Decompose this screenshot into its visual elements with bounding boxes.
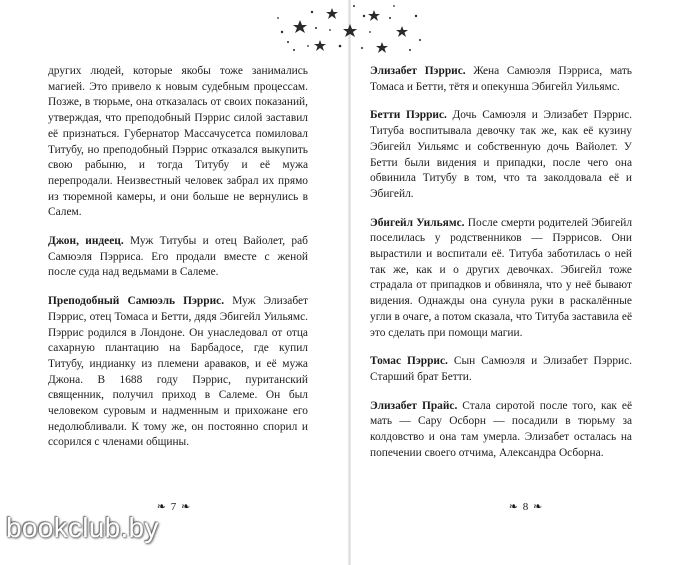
entry-term: Преподобный Самюэль Пэррис. <box>48 295 225 308</box>
entry-elizabeth-price <box>370 399 632 462</box>
page-number-left: ❧ 7 ❧ <box>156 501 192 513</box>
entry-term: Томас Пэррис. <box>370 355 448 368</box>
left-column <box>48 64 308 464</box>
entry-text: Дочь Самюэля и Элизабет Пэррис. Титуба воспитывала девочку так же, как её кузину Эбигейл Уильямс и собственную дочь Вайолет. У Бетти были видения и припадки, после чего она обвинила Титубу в том, что та заколдовала её и Эбигейл. <box>370 109 632 200</box>
entry-betty-parris <box>370 108 632 202</box>
entry-term: Джон, индеец. <box>48 235 124 248</box>
entry-thomas-parris <box>370 354 632 385</box>
entry-text: После смерти родителей Эбигейл поселилась у родственников — Пэррисов. Они вырастили и воспитали её. Титуба заботилась о ней так же, как и о других девочках. Эбигейл тоже страдала от припадков и обвиняла, что у неё бывают видения. Однажды она сунула руки в раскалённые угли в очаге, а потом сказала, что Титуба заставила её это сделать при помощи магии. <box>370 216 633 339</box>
entry-elizabeth-parris <box>370 64 632 95</box>
entry-term: Бетти Пэррис. <box>370 109 447 122</box>
page-number-right: ❧ 8 ❧ <box>508 501 544 513</box>
entry-samuel-parris <box>48 294 308 451</box>
continuation-paragraph: других людей, которые якобы тоже занимались магией. Это привело к новым судебным процессам. Позже, в тюрьме, она отказалась от своих показаний, утверждая, что преподобный Пэррис силой заставил её признаться. Губернатор Массачусетса помиловал Титубу, но преподобный Пэррис отказался выкупить свою рабыню, и тогда Титубу и её мужа перепродали. Неизвестный человек забрал их прямо из тюремной камеры, и они больше не вернулись в Салем. <box>48 65 308 219</box>
right-page <box>350 0 700 565</box>
entry-john <box>48 234 308 281</box>
entry-text: Жена Самюэля Пэрриса, мать Томаса и Бетти, тётя и опекунша Эбигейл Уильямс. <box>370 65 633 93</box>
entry-text: Муж Титубы и отец Вайолет, раб Самюэля Пэрриса. Его продали вместе с женой после суда над ведьмами в Салеме. <box>48 235 308 279</box>
entry-text: Сын Самюэля и Элизабет Пэррис. Старший брат Бетти. <box>370 355 633 383</box>
right-column <box>370 64 632 474</box>
watermark-logo: bookclub.by <box>6 512 159 543</box>
entry-term: Элизабет Прайс. <box>370 399 458 412</box>
entry-term: Элизабет Пэррис. <box>370 65 466 77</box>
entry-term: Эбигейл Уильямс. <box>370 216 465 229</box>
entry-text: Муж Элизабет Пэррис, отец Томаса и Бетти, дядя Эбигейл Уильямс. Пэррис родился в Лондоне. Он унаследовал от отца сахарную плантацию на Барбадосе, где купил Титубу, индианку из племени араваков, и её мужа Джона. В 1688 году Пэррис, пуританский священник, получил приход в Салеме. Он был человеком суровым и надменным и прихожане его недолюбливали. К тому же, он постоянно спорил и ссорился с членами общины. <box>48 295 309 449</box>
star-cluster-icon <box>270 2 430 60</box>
entry-abigail-williams <box>370 216 632 342</box>
entry-text: Стала сиротой после того, как её мать — Сару Осборн — посадили в тюрьму за колдовство и она там умерла. Элизабет осталась на попечении своего отчима, Александра Осборна. <box>370 399 632 459</box>
